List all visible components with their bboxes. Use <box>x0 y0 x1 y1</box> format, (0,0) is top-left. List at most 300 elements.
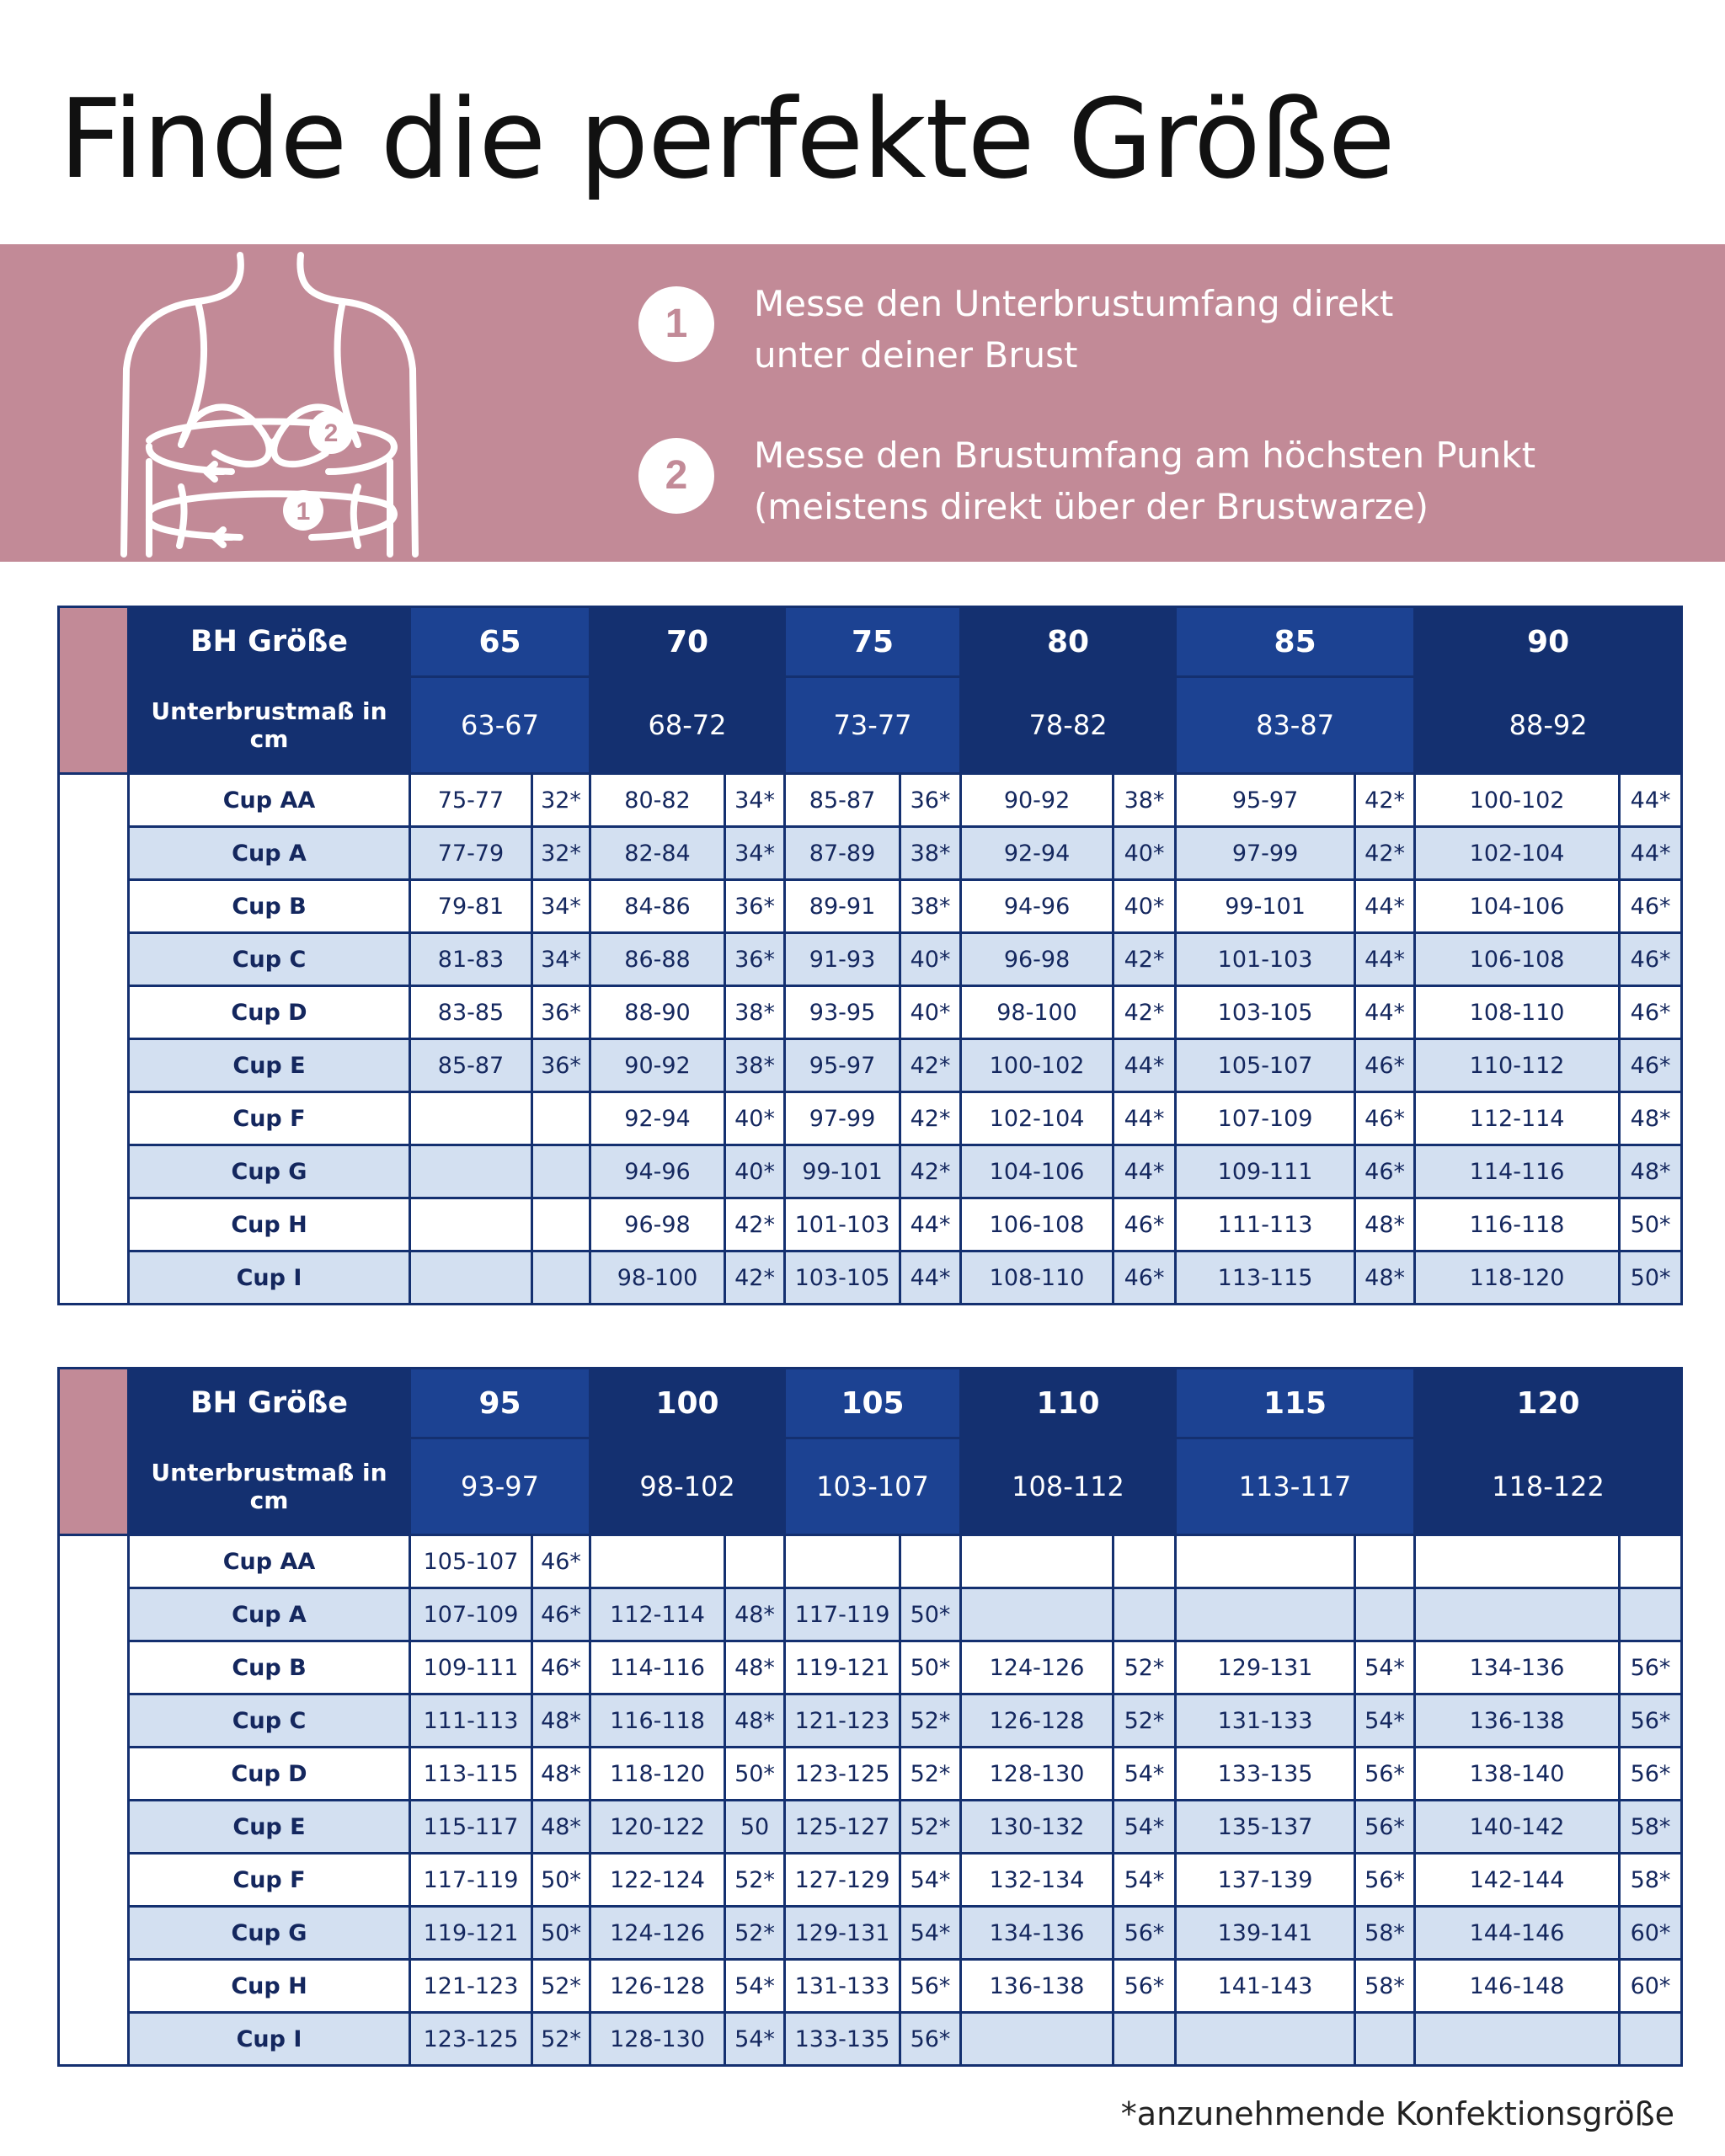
clothing-size-cell: 56* <box>1114 1960 1176 2013</box>
cup-label: Cup H <box>129 1198 410 1251</box>
clothing-size-cell: 34* <box>532 880 590 933</box>
clothing-size-cell: 48* <box>725 1641 785 1694</box>
clothing-size-cell: 48* <box>1355 1251 1415 1305</box>
underbust-range: 113-117 <box>1176 1438 1415 1535</box>
clothing-size-cell <box>1620 1588 1682 1641</box>
footnote: *anzunehmende Konfektionsgröße <box>1120 2095 1674 2132</box>
cup-label: Cup E <box>129 1801 410 1854</box>
overbust-range-cell <box>1415 1535 1620 1588</box>
clothing-size-cell: 54* <box>725 1960 785 2013</box>
cup-label: Cup I <box>129 1251 410 1305</box>
overbust-range-cell: 88-90 <box>590 986 725 1039</box>
overbust-range-cell: 113-115 <box>1176 1251 1355 1305</box>
underbust-range: 68-72 <box>590 677 785 774</box>
clothing-size-cell: 58* <box>1620 1801 1682 1854</box>
overbust-range-cell: 113-115 <box>410 1748 532 1801</box>
overbust-range-cell: 107-109 <box>410 1588 532 1641</box>
clothing-size-cell: 38* <box>1114 774 1176 827</box>
cup-label: Cup H <box>129 1960 410 2013</box>
overbust-range-cell: 110-112 <box>1415 1039 1620 1092</box>
clothing-size-cell: 42* <box>1355 827 1415 880</box>
overbust-range-cell: 123-125 <box>410 2013 532 2066</box>
clothing-size-cell: 40* <box>725 1145 785 1198</box>
table-row <box>59 1694 1682 1748</box>
overbust-range-cell: 121-123 <box>410 1960 532 2013</box>
clothing-size-cell: 56* <box>1620 1748 1682 1801</box>
overbust-range-cell <box>961 1535 1114 1588</box>
overbust-range-cell: 104-106 <box>961 1145 1114 1198</box>
overbust-range-cell: 77-79 <box>410 827 532 880</box>
instruction-band <box>0 244 1725 562</box>
overbust-range-cell: 97-99 <box>1176 827 1355 880</box>
table-row <box>59 1748 1682 1801</box>
table-row <box>59 1801 1682 1854</box>
cup-label: Cup C <box>129 933 410 986</box>
step-2 <box>638 430 1649 539</box>
overbust-range-cell <box>1176 2013 1355 2066</box>
clothing-size-cell: 48* <box>1620 1145 1682 1198</box>
clothing-size-cell: 44* <box>1620 827 1682 880</box>
overbust-range-cell: 136-138 <box>961 1960 1114 2013</box>
clothing-size-cell: 52* <box>532 1960 590 2013</box>
overbust-range-cell: 106-108 <box>1415 933 1620 986</box>
overbust-range-cell <box>1415 1588 1620 1641</box>
clothing-size-cell: 40* <box>725 1092 785 1145</box>
overbust-range-cell: 114-116 <box>1415 1145 1620 1198</box>
clothing-size-cell: 46* <box>532 1641 590 1694</box>
clothing-size-cell: 52* <box>900 1694 961 1748</box>
clothing-size-cell: 56* <box>900 1960 961 2013</box>
clothing-size-cell <box>1620 1535 1682 1588</box>
overbust-range-cell: 129-131 <box>1176 1641 1355 1694</box>
table-row <box>59 1535 1682 1588</box>
overbust-range-cell: 136-138 <box>1415 1694 1620 1748</box>
table-row <box>59 1588 1682 1641</box>
bh-size-label: BH Größe <box>129 1369 410 1438</box>
clothing-size-cell: 52* <box>900 1801 961 1854</box>
overbust-range-cell: 111-113 <box>410 1694 532 1748</box>
body-measurement-illustration <box>114 251 434 563</box>
clothing-size-cell <box>1355 1588 1415 1641</box>
clothing-size-cell: 50* <box>900 1588 961 1641</box>
underbust-range: 63-67 <box>410 677 590 774</box>
overbust-range-cell: 124-126 <box>590 1907 725 1960</box>
clothing-size-cell: 50* <box>1620 1198 1682 1251</box>
underbust-range: 78-82 <box>961 677 1176 774</box>
overbust-range-cell: 107-109 <box>1176 1092 1355 1145</box>
clothing-size-cell: 42* <box>900 1145 961 1198</box>
cup-label: Cup AA <box>129 1535 410 1588</box>
overbust-range-cell: 95-97 <box>1176 774 1355 827</box>
overbust-range-cell: 123-125 <box>785 1748 900 1801</box>
overbust-range-cell: 98-100 <box>590 1251 725 1305</box>
band-size: 75 <box>785 607 961 677</box>
overbust-range-cell: 131-133 <box>785 1960 900 2013</box>
overbust-range-cell: 146-148 <box>1415 1960 1620 2013</box>
clothing-size-cell: 42* <box>725 1251 785 1305</box>
clothing-size-cell: 44* <box>900 1198 961 1251</box>
clothing-size-cell: 54* <box>1355 1694 1415 1748</box>
table-row <box>59 986 1682 1039</box>
overbust-range-cell: 104-106 <box>1415 880 1620 933</box>
clothing-size-cell: 40* <box>1114 880 1176 933</box>
clothing-size-cell: 42* <box>725 1198 785 1251</box>
clothing-size-cell: 52* <box>725 1854 785 1907</box>
figure-label-1: 1 <box>296 498 311 526</box>
overbust-range-cell: 96-98 <box>961 933 1114 986</box>
overbust-range-cell: 85-87 <box>410 1039 532 1092</box>
overbust-range-cell: 106-108 <box>961 1198 1114 1251</box>
clothing-size-cell: 60* <box>1620 1960 1682 2013</box>
cup-label: Cup F <box>129 1092 410 1145</box>
overbust-range-cell: 142-144 <box>1415 1854 1620 1907</box>
overbust-range-cell: 97-99 <box>785 1092 900 1145</box>
band-size: 115 <box>1176 1369 1415 1438</box>
clothing-size-cell: 46* <box>1620 933 1682 986</box>
clothing-size-cell <box>1620 2013 1682 2066</box>
clothing-size-cell: 46* <box>1620 880 1682 933</box>
clothing-size-cell: 50* <box>532 1907 590 1960</box>
step-text-line: (meistens direkt über der Brustwarze) <box>754 486 1429 527</box>
table-row <box>59 880 1682 933</box>
clothing-size-cell <box>532 1092 590 1145</box>
clothing-size-cell: 56* <box>1114 1907 1176 1960</box>
underbust-range: 83-87 <box>1176 677 1415 774</box>
cup-label: Cup G <box>129 1907 410 1960</box>
clothing-size-cell: 44* <box>1114 1145 1176 1198</box>
clothing-size-cell: 44* <box>900 1251 961 1305</box>
overbust-range-cell: 89-91 <box>785 880 900 933</box>
cup-label: Cup I <box>129 2013 410 2066</box>
table-row <box>59 2013 1682 2066</box>
size-table-1 <box>57 606 1683 1305</box>
cup-label: Cup B <box>129 1641 410 1694</box>
overbust-range-cell <box>961 2013 1114 2066</box>
clothing-size-cell: 60* <box>1620 1907 1682 1960</box>
overbust-range-cell: 92-94 <box>590 1092 725 1145</box>
cup-label: Cup C <box>129 1694 410 1748</box>
size-table-2 <box>57 1367 1683 2067</box>
overbust-range-cell: 83-85 <box>410 986 532 1039</box>
overbust-range-cell: 84-86 <box>590 880 725 933</box>
clothing-size-cell: 54* <box>900 1854 961 1907</box>
clothing-size-cell: 54* <box>1114 1854 1176 1907</box>
clothing-size-cell: 58* <box>1620 1854 1682 1907</box>
clothing-size-cell: 36* <box>725 933 785 986</box>
overbust-range-cell: 81-83 <box>410 933 532 986</box>
clothing-size-cell: 48* <box>532 1694 590 1748</box>
overbust-range-cell: 127-129 <box>785 1854 900 1907</box>
overbust-side-label <box>59 774 129 1305</box>
clothing-size-cell: 46* <box>1114 1198 1176 1251</box>
overbust-range-cell: 114-116 <box>590 1641 725 1694</box>
clothing-size-cell <box>532 1251 590 1305</box>
table-row <box>59 774 1682 827</box>
overbust-range-cell: 90-92 <box>590 1039 725 1092</box>
band-size: 90 <box>1415 607 1682 677</box>
overbust-range-cell: 134-136 <box>1415 1641 1620 1694</box>
clothing-size-cell: 56* <box>1355 1801 1415 1854</box>
clothing-size-cell: 34* <box>725 774 785 827</box>
step-1 <box>638 278 1649 387</box>
underbust-range: 103-107 <box>785 1438 961 1535</box>
clothing-size-cell: 46* <box>1355 1092 1415 1145</box>
underbust-range: 118-122 <box>1415 1438 1682 1535</box>
band-size: 80 <box>961 607 1176 677</box>
figure-label-2: 2 <box>323 419 339 447</box>
cup-label: Cup E <box>129 1039 410 1092</box>
clothing-size-cell: 44* <box>1355 986 1415 1039</box>
overbust-range-cell: 117-119 <box>785 1588 900 1641</box>
clothing-size-cell: 38* <box>900 880 961 933</box>
clothing-size-cell: 52* <box>900 1748 961 1801</box>
overbust-range-cell: 91-93 <box>785 933 900 986</box>
overbust-range-cell: 141-143 <box>1176 1960 1355 2013</box>
table-row <box>59 827 1682 880</box>
overbust-range-cell: 112-114 <box>1415 1092 1620 1145</box>
overbust-range-cell: 100-102 <box>1415 774 1620 827</box>
overbust-range-cell: 128-130 <box>590 2013 725 2066</box>
clothing-size-cell: 48* <box>1620 1092 1682 1145</box>
overbust-range-cell: 99-101 <box>785 1145 900 1198</box>
overbust-range-cell: 126-128 <box>590 1960 725 2013</box>
overbust-range-cell: 108-110 <box>1415 986 1620 1039</box>
overbust-range-cell: 115-117 <box>410 1801 532 1854</box>
cup-label: Cup F <box>129 1854 410 1907</box>
overbust-range-cell: 102-104 <box>961 1092 1114 1145</box>
clothing-size-cell: 40* <box>1114 827 1176 880</box>
clothing-size-cell: 36* <box>532 1039 590 1092</box>
overbust-range-cell: 94-96 <box>961 880 1114 933</box>
overbust-range-cell: 118-120 <box>590 1748 725 1801</box>
overbust-range-cell: 132-134 <box>961 1854 1114 1907</box>
overbust-range-cell: 103-105 <box>1176 986 1355 1039</box>
overbust-label: Überbrustmaß in cm <box>77 1640 110 1961</box>
overbust-range-cell: 95-97 <box>785 1039 900 1092</box>
overbust-range-cell: 122-124 <box>590 1854 725 1907</box>
clothing-size-cell: 44* <box>1355 880 1415 933</box>
step-text <box>754 278 1393 381</box>
step-number-badge: 2 <box>638 438 714 514</box>
clothing-size-cell: 50* <box>725 1748 785 1801</box>
overbust-range-cell <box>961 1588 1114 1641</box>
header-row-sizes <box>59 607 1682 677</box>
overbust-range-cell: 117-119 <box>410 1854 532 1907</box>
overbust-range-cell: 109-111 <box>410 1641 532 1694</box>
clothing-size-cell: 42* <box>900 1092 961 1145</box>
clothing-size-cell: 34* <box>725 827 785 880</box>
header-corner <box>59 607 129 774</box>
clothing-size-cell: 42* <box>1114 986 1176 1039</box>
clothing-size-cell: 52* <box>1114 1694 1176 1748</box>
underbust-label: Unterbrustmaß in cm <box>129 1438 410 1535</box>
overbust-range-cell <box>1415 2013 1620 2066</box>
step-text <box>754 430 1535 532</box>
table-row <box>59 1641 1682 1694</box>
header-row-sizes <box>59 1369 1682 1438</box>
clothing-size-cell: 48* <box>725 1694 785 1748</box>
overbust-range-cell: 121-123 <box>785 1694 900 1748</box>
overbust-range-cell: 126-128 <box>961 1694 1114 1748</box>
clothing-size-cell: 46* <box>532 1535 590 1588</box>
overbust-range-cell <box>410 1092 532 1145</box>
overbust-range-cell <box>410 1198 532 1251</box>
overbust-range-cell: 144-146 <box>1415 1907 1620 1960</box>
overbust-range-cell: 108-110 <box>961 1251 1114 1305</box>
overbust-range-cell <box>590 1535 725 1588</box>
overbust-range-cell: 94-96 <box>590 1145 725 1198</box>
clothing-size-cell: 48* <box>1355 1198 1415 1251</box>
clothing-size-cell: 54* <box>900 1907 961 1960</box>
band-size: 120 <box>1415 1369 1682 1438</box>
overbust-range-cell: 133-135 <box>1176 1748 1355 1801</box>
clothing-size-cell: 44* <box>1355 933 1415 986</box>
clothing-size-cell <box>1114 1588 1176 1641</box>
cup-label: Cup A <box>129 827 410 880</box>
overbust-range-cell: 112-114 <box>590 1588 725 1641</box>
clothing-size-cell <box>900 1535 961 1588</box>
clothing-size-cell <box>532 1198 590 1251</box>
underbust-range: 93-97 <box>410 1438 590 1535</box>
step-text-line: unter deiner Brust <box>754 334 1078 376</box>
overbust-range-cell: 105-107 <box>410 1535 532 1588</box>
clothing-size-cell: 38* <box>725 1039 785 1092</box>
overbust-range-cell: 75-77 <box>410 774 532 827</box>
underbust-label: Unterbrustmaß in cm <box>129 677 410 774</box>
header-row-ranges <box>59 1438 1682 1535</box>
clothing-size-cell: 50* <box>1620 1251 1682 1305</box>
band-size: 85 <box>1176 607 1415 677</box>
clothing-size-cell: 40* <box>900 933 961 986</box>
overbust-range-cell: 85-87 <box>785 774 900 827</box>
clothing-size-cell: 48* <box>725 1588 785 1641</box>
overbust-range-cell: 90-92 <box>961 774 1114 827</box>
clothing-size-cell <box>1355 1535 1415 1588</box>
cup-label: Cup D <box>129 986 410 1039</box>
table-row <box>59 1854 1682 1907</box>
overbust-range-cell: 102-104 <box>1415 827 1620 880</box>
table-row <box>59 1198 1682 1251</box>
overbust-range-cell: 92-94 <box>961 827 1114 880</box>
band-size: 105 <box>785 1369 961 1438</box>
clothing-size-cell: 32* <box>532 774 590 827</box>
overbust-range-cell: 120-122 <box>590 1801 725 1854</box>
clothing-size-cell <box>725 1535 785 1588</box>
overbust-range-cell: 105-107 <box>1176 1039 1355 1092</box>
clothing-size-cell: 38* <box>900 827 961 880</box>
table-row <box>59 1960 1682 2013</box>
clothing-size-cell: 38* <box>725 986 785 1039</box>
overbust-range-cell: 96-98 <box>590 1198 725 1251</box>
clothing-size-cell: 44* <box>1620 774 1682 827</box>
overbust-range-cell: 111-113 <box>1176 1198 1355 1251</box>
clothing-size-cell: 56* <box>1355 1748 1415 1801</box>
clothing-size-cell: 46* <box>532 1588 590 1641</box>
overbust-range-cell: 130-132 <box>961 1801 1114 1854</box>
overbust-range-cell: 109-111 <box>1176 1145 1355 1198</box>
overbust-label: Überbrustmaß in cm <box>77 878 110 1199</box>
clothing-size-cell: 56* <box>900 2013 961 2066</box>
header-corner <box>59 1369 129 1535</box>
clothing-size-cell: 58* <box>1355 1907 1415 1960</box>
clothing-size-cell: 52* <box>725 1907 785 1960</box>
overbust-range-cell: 125-127 <box>785 1801 900 1854</box>
overbust-range-cell: 82-84 <box>590 827 725 880</box>
overbust-range-cell: 118-120 <box>1415 1251 1620 1305</box>
clothing-size-cell: 58* <box>1355 1960 1415 2013</box>
clothing-size-cell <box>532 1145 590 1198</box>
clothing-size-cell: 46* <box>1355 1145 1415 1198</box>
clothing-size-cell: 34* <box>532 933 590 986</box>
overbust-range-cell: 98-100 <box>961 986 1114 1039</box>
band-size: 95 <box>410 1369 590 1438</box>
clothing-size-cell: 36* <box>532 986 590 1039</box>
clothing-size-cell: 54* <box>1355 1641 1415 1694</box>
underbust-range: 108-112 <box>961 1438 1176 1535</box>
overbust-range-cell: 86-88 <box>590 933 725 986</box>
clothing-size-cell: 40* <box>900 986 961 1039</box>
clothing-size-cell: 46* <box>1114 1251 1176 1305</box>
step-number-badge: 1 <box>638 286 714 362</box>
overbust-range-cell: 124-126 <box>961 1641 1114 1694</box>
clothing-size-cell: 42* <box>900 1039 961 1092</box>
overbust-range-cell: 93-95 <box>785 986 900 1039</box>
table-row <box>59 1039 1682 1092</box>
header-row-ranges <box>59 677 1682 774</box>
overbust-range-cell: 129-131 <box>785 1907 900 1960</box>
overbust-range-cell: 134-136 <box>961 1907 1114 1960</box>
overbust-range-cell: 131-133 <box>1176 1694 1355 1748</box>
clothing-size-cell: 48* <box>532 1748 590 1801</box>
clothing-size-cell: 46* <box>1620 1039 1682 1092</box>
overbust-range-cell <box>1176 1588 1355 1641</box>
band-size: 110 <box>961 1369 1176 1438</box>
table-row <box>59 1907 1682 1960</box>
overbust-range-cell: 101-103 <box>1176 933 1355 986</box>
clothing-size-cell <box>1114 2013 1176 2066</box>
clothing-size-cell: 44* <box>1114 1092 1176 1145</box>
step-text-line: Messe den Brustumfang am höchsten Punkt <box>754 435 1536 476</box>
cup-label: Cup A <box>129 1588 410 1641</box>
overbust-range-cell: 79-81 <box>410 880 532 933</box>
band-size: 100 <box>590 1369 785 1438</box>
overbust-range-cell: 80-82 <box>590 774 725 827</box>
clothing-size-cell: 32* <box>532 827 590 880</box>
clothing-size-cell: 48* <box>532 1801 590 1854</box>
overbust-range-cell: 139-141 <box>1176 1907 1355 1960</box>
table-row <box>59 1145 1682 1198</box>
clothing-size-cell <box>1355 2013 1415 2066</box>
clothing-size-cell: 50* <box>532 1854 590 1907</box>
clothing-size-cell: 54* <box>1114 1801 1176 1854</box>
step-text-line: Messe den Unterbrustumfang direkt <box>754 283 1394 324</box>
underbust-range: 73-77 <box>785 677 961 774</box>
overbust-range-cell <box>410 1145 532 1198</box>
bh-size-label: BH Größe <box>129 607 410 677</box>
clothing-size-cell: 56* <box>1620 1641 1682 1694</box>
table-row <box>59 1251 1682 1305</box>
overbust-side-label <box>59 1535 129 2066</box>
clothing-size-cell: 54* <box>725 2013 785 2066</box>
cup-label: Cup B <box>129 880 410 933</box>
clothing-size-cell: 46* <box>1355 1039 1415 1092</box>
clothing-size-cell: 42* <box>1114 933 1176 986</box>
clothing-size-cell: 42* <box>1355 774 1415 827</box>
overbust-range-cell: 87-89 <box>785 827 900 880</box>
overbust-range-cell: 119-121 <box>410 1907 532 1960</box>
clothing-size-cell <box>1114 1535 1176 1588</box>
overbust-range-cell: 138-140 <box>1415 1748 1620 1801</box>
